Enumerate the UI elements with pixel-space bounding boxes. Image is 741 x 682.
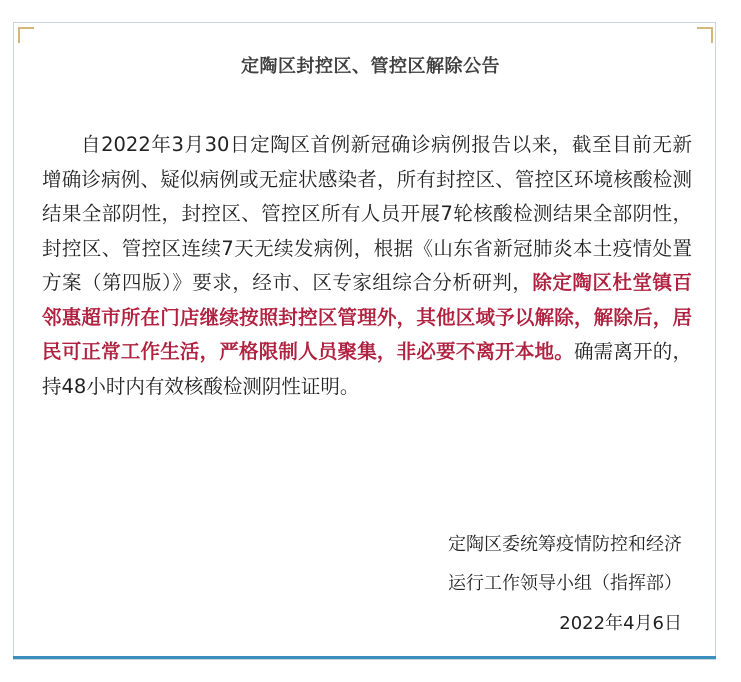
notice-date: 2022年4月6日 [559, 613, 682, 634]
corner-ornament-top-right [697, 27, 713, 43]
bottom-rule [13, 656, 716, 659]
corner-ornament-top-left [18, 27, 34, 43]
body-text-part1: 自2022年3月30日定陶区首例新冠确诊病例报告以来，截至目前无新增确诊病例、疑似病例或无症状感染者，所有封控区、管控区环境核酸检测结果全部阴性，封控区、管控区所有人员开展7轮核酸检测结果全部阴性，封控区、管控区连续7天无续发病例，根据《山东省新冠肺炎本土疫情处置方案（第四版）》要求，经市、区专家组综合分析研判， [42, 133, 692, 294]
notice-title: 定陶区封控区、管控区解除公告 [241, 56, 500, 77]
body-highlight-text: 除定陶区杜堂镇百邻惠超市所在门店继续按照封控区管理外，其他区域予以解除，解除后，居民可正常工作生活，严格限制人员聚集，非必要不离开本地。 [42, 271, 692, 363]
signature-line-1: 定陶区委统筹疫情防控和经济 [448, 534, 682, 555]
body-text-part2: 确需离开的，持48小时内有效核酸检测阴性证明。 [42, 340, 692, 398]
signature-line-2: 运行工作领导小组（指挥部） [448, 573, 682, 594]
notice-body [42, 128, 692, 404]
